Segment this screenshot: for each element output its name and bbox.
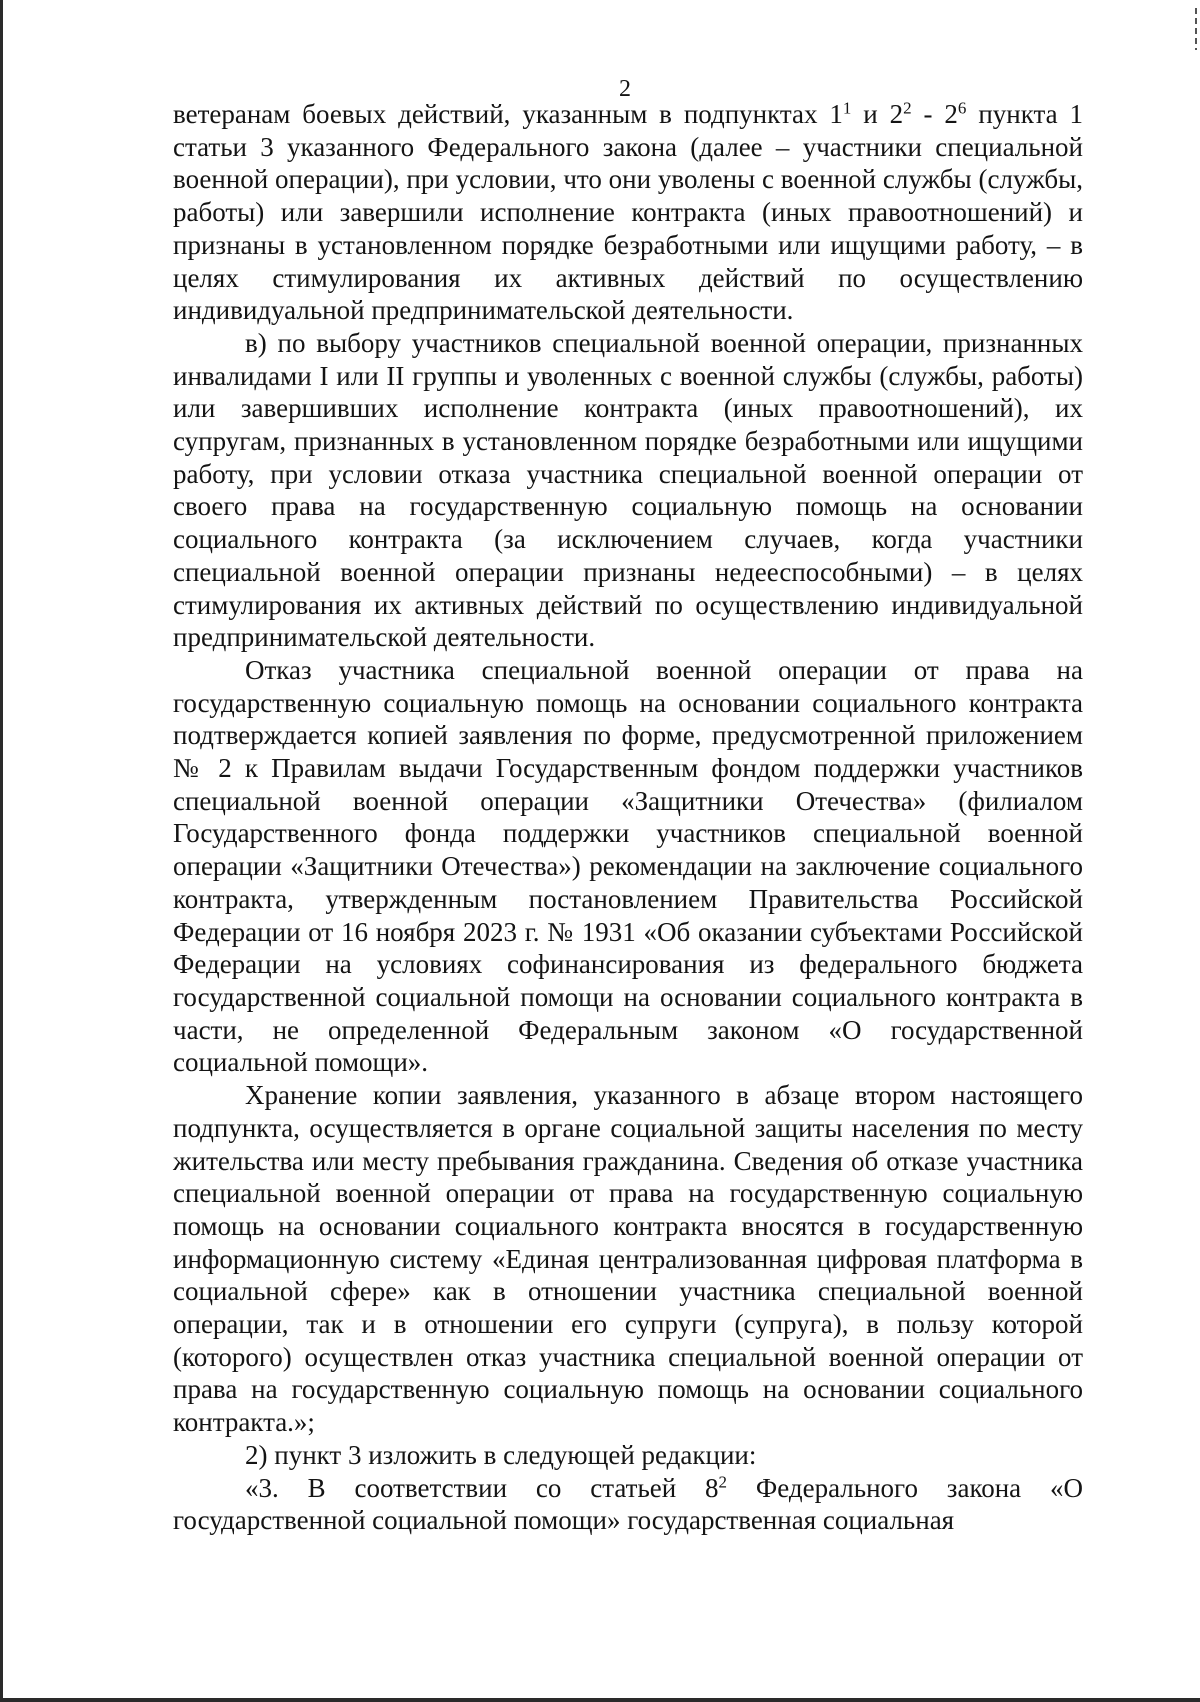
superscript: 6 bbox=[957, 98, 967, 118]
paragraph-p2 bbox=[173, 327, 1083, 654]
superscript: 2 bbox=[903, 98, 912, 118]
paragraph-p6 bbox=[173, 1472, 1083, 1537]
scan-edge-bottom bbox=[0, 1698, 1200, 1702]
text-run: 2) пункт 3 изложить в следующей редакции: bbox=[245, 1439, 757, 1470]
paragraph-p5 bbox=[173, 1439, 1083, 1472]
text-run: пункта 1 статьи 3 указанного Федерального закона (далее – участники специальной военной операции), при условии, что они уволены с военной службы (службы, работы) или завершили исполнение контракта (иных правоотношений) и признаны в установленном порядке безработными или ищущими работу, – в целях стимулирования их активных действий по осуществлению индивидуальной предпринимательской деятельности. bbox=[173, 99, 1083, 326]
superscript: 2 bbox=[718, 1472, 728, 1492]
scan-mark bbox=[1195, 8, 1197, 50]
text-run: - 2 bbox=[911, 99, 958, 129]
text-run: «3. В соответствии со статьей 8 bbox=[245, 1472, 719, 1503]
text-run: в) по выбору участников специальной военной операции, признанных инвалидами I или II группы и уволенных с военной службы (службы, работы) или завершивших исполнение контракта (иных правоотношений), их супругам, признанных в установленном порядке безработными или ищущими работу, при условии отказа участника специальной военной операции от своего права на государственную социальную помощь на основании социального контракта (за исключением случаев, когда участники специальной военной операции признаны недееспособными) – в целях стимулирования их активных действий по осуществлению индивидуальной предпринимательской деятельности. bbox=[173, 327, 1083, 653]
text-run: Хранение копии заявления, указанного в абзаце втором настоящего подпункта, осуществляется в органе социальной защиты населения по месту жительства или месту пребывания гражданина. Сведения об отказе участника специальной военной операции от права на государственную социальную помощь на основании социального контракта вносятся в государственную информационную систему «Единая централизованная цифровая платформа в социальной сфере» как в отношении участника специальной военной операции, так и в отношении его супруги (супруга), в пользу которой (которого) осуществлен отказ участника специальной военной операции от права на государственную социальную помощь на основании социального контракта.»; bbox=[173, 1080, 1083, 1438]
document-body bbox=[173, 98, 1083, 1537]
text-run: ветеранам боевых действий, указанным в подпунктах 1 bbox=[173, 99, 843, 129]
text-run: Отказ участника специальной военной операции от права на государственную социальную помощь на основании социального контракта подтверждается копией заявления по форме, предусмотренной приложением № 2 к Правилам выдачи Государственным фондом поддержки участников специальной военной операции «Защитники Отечества» (филиалом Государственного фонда поддержки участников специальной военной операции «Защитники Отечества») рекомендации на заключение социального контракта, утвержденным постановлением Правительства Российской Федерации от 16 ноября 2023 г. № 1931 «Об оказании субъектами Российской Федерации на условиях софинансирования из федерального бюджета государственной социальной помощи на основании социального контракта в части, не определенной Федеральным законом «О государственной социальной помощи». bbox=[173, 654, 1083, 1078]
text-run: Федерального закона «О государственной социальной помощи» государственная социальная bbox=[173, 1472, 1083, 1536]
text-run: и 2 bbox=[851, 99, 904, 129]
page-number: 2 bbox=[619, 76, 631, 102]
paragraph-p4 bbox=[173, 1079, 1083, 1439]
paragraph-p1 bbox=[173, 98, 1083, 327]
scan-edge-left bbox=[0, 0, 3, 1702]
superscript: 1 bbox=[842, 98, 852, 118]
paragraph-p3 bbox=[173, 654, 1083, 1079]
